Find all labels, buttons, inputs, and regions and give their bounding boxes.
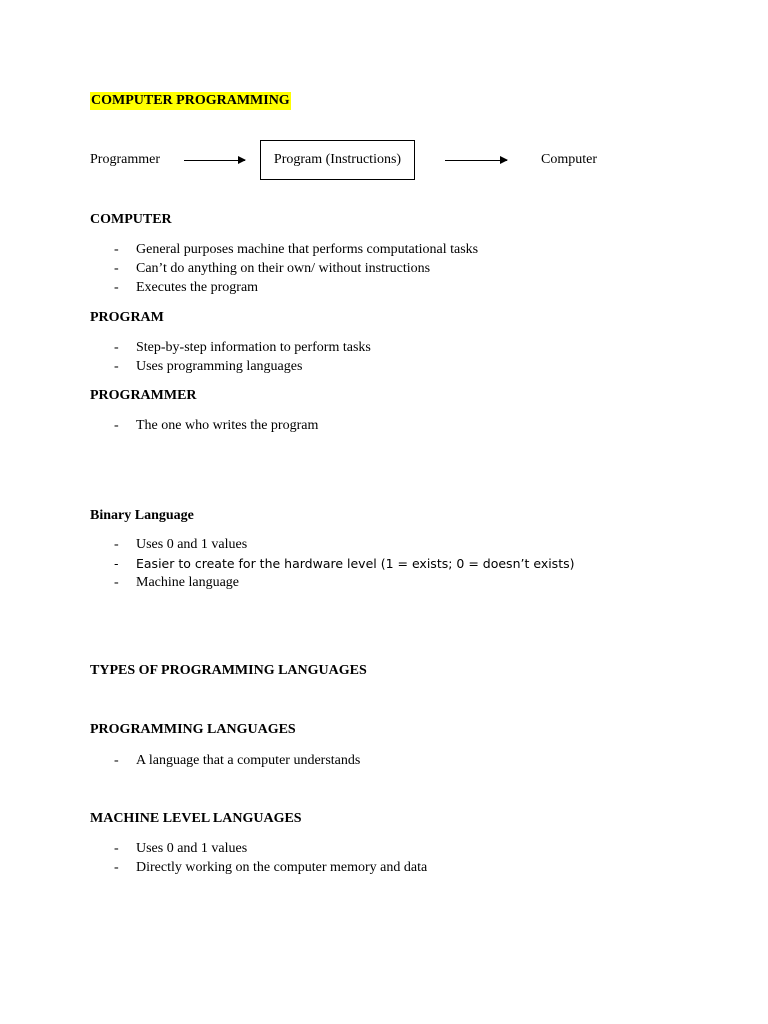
section-heading-binary-language: Binary Language — [90, 508, 194, 523]
flow-program-label: Program (Instructions) — [273, 152, 402, 167]
list-item: - Easier to create for the hardware level (1 = exists; 0 = doesn’t exists) — [114, 556, 575, 571]
list-item: - The one who writes the program — [114, 418, 319, 433]
computer-list — [110, 240, 478, 297]
list-item: - A language that a computer understands — [114, 753, 361, 768]
list-item: - Executes the program — [114, 280, 259, 295]
list-item: - Can’t do anything on their own/ without instructions — [114, 261, 431, 276]
list-item: - Step-by-step information to perform tasks — [114, 340, 371, 355]
flow-programmer-label: Programmer — [90, 152, 160, 167]
binary-language-list — [110, 535, 575, 592]
flow-program-box — [260, 140, 415, 180]
section-heading-computer: COMPUTER — [90, 212, 172, 227]
flow-arrow-2 — [445, 160, 507, 161]
list-item: - Uses 0 and 1 values — [114, 537, 248, 552]
programming-languages-list — [110, 751, 360, 770]
machine-level-languages-list — [110, 839, 427, 877]
page-title: COMPUTER PROGRAMMING — [91, 93, 290, 108]
section-heading-program: PROGRAM — [90, 310, 164, 325]
programmer-list — [110, 416, 318, 435]
section-heading-programming-languages: PROGRAMMING LANGUAGES — [90, 722, 296, 737]
section-heading-programmer: PROGRAMMER — [90, 388, 197, 403]
section-heading-types: TYPES OF PROGRAMMING LANGUAGES — [90, 663, 367, 678]
flow-arrow-1 — [184, 160, 245, 161]
list-item: - Machine language — [114, 575, 240, 590]
list-item: - Uses 0 and 1 values — [114, 841, 248, 856]
program-list — [110, 338, 371, 376]
list-item: - General purposes machine that performs computational tasks — [114, 242, 479, 257]
list-item: - Uses programming languages — [114, 359, 303, 374]
list-item: - Directly working on the computer memory and data — [114, 860, 428, 875]
flow-computer-label: Computer — [541, 152, 597, 167]
section-heading-machine-level-languages: MACHINE LEVEL LANGUAGES — [90, 811, 302, 826]
